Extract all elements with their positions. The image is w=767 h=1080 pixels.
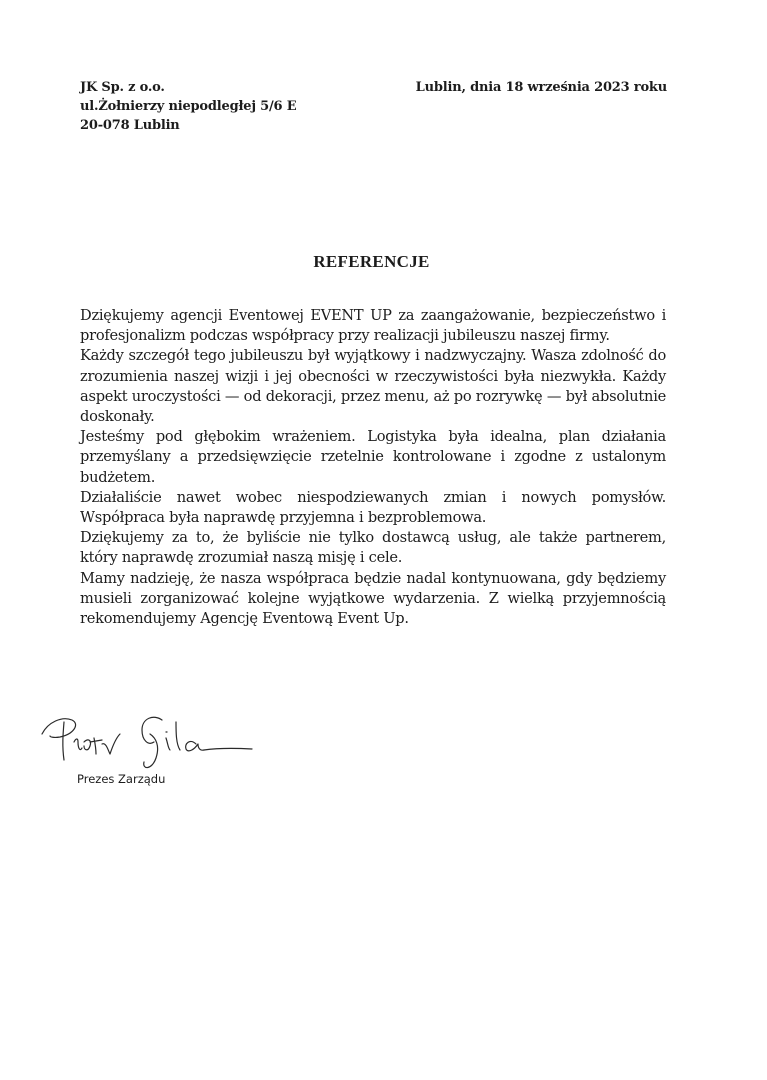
body-paragraph: Dziękujemy za to, że byliście nie tylko dostawcą usług, ale także partnerem, który naprawdę zrozumiał naszą misję i cele.: [80, 529, 666, 567]
document-title: REFERENCJE: [313, 252, 430, 271]
body-paragraph: Działaliście nawet wobec niespodziewanych zmian i nowych pomysłów. Współpraca była naprawdę przyjemna i bezproblemowa.: [80, 488, 666, 527]
date-line: Lublin, dnia 18 września 2023 roku: [415, 80, 667, 95]
sender-street: ul.Żołnierzy niepodległej 5/6 E: [80, 99, 297, 114]
sender-company: JK Sp. z o.o.: [80, 80, 165, 95]
body-paragraph: Mamy nadzieję, że nasza współpraca będzie nadal kontynuowana, gdy będziemy musieli zorganizować kolejne wyjątkowe wydarzenia. Z wielką przyjemnością rekomendujemy Agencję Eventową Event Up.: [80, 569, 666, 628]
body-paragraph: Każdy szczegół tego jubileuszu był wyjątkowy i nadzwyczajny. Wasza zdolność do zrozumienia naszej wizji i jej obecności w rzeczywistości była niezwykła. Każdy aspekt uroczystości — od dekoracji, przez menu, aż po rozrywkę — był absolutnie doskonały.: [80, 347, 666, 426]
sender-city: 20-078 Lublin: [80, 118, 180, 133]
body-paragraph: Dziękujemy agencji Eventowej EVENT UP za zaangażowanie, bezpieczeństwo i profesjonalizm podczas współpracy przy realizacji jubileuszu naszej firmy.: [80, 307, 666, 345]
letter-body: [80, 306, 666, 629]
handwritten-signature: [38, 708, 258, 778]
signatory-role: Prezes Zarządu: [77, 772, 166, 786]
sender-address: [80, 78, 296, 135]
body-paragraph: Jesteśmy pod głębokim wrażeniem. Logistyka była idealna, plan działania przemyślany a przedsięwzięcie rzetelnie kontrolowane i zgodne z ustalonym budżetem.: [80, 428, 666, 486]
